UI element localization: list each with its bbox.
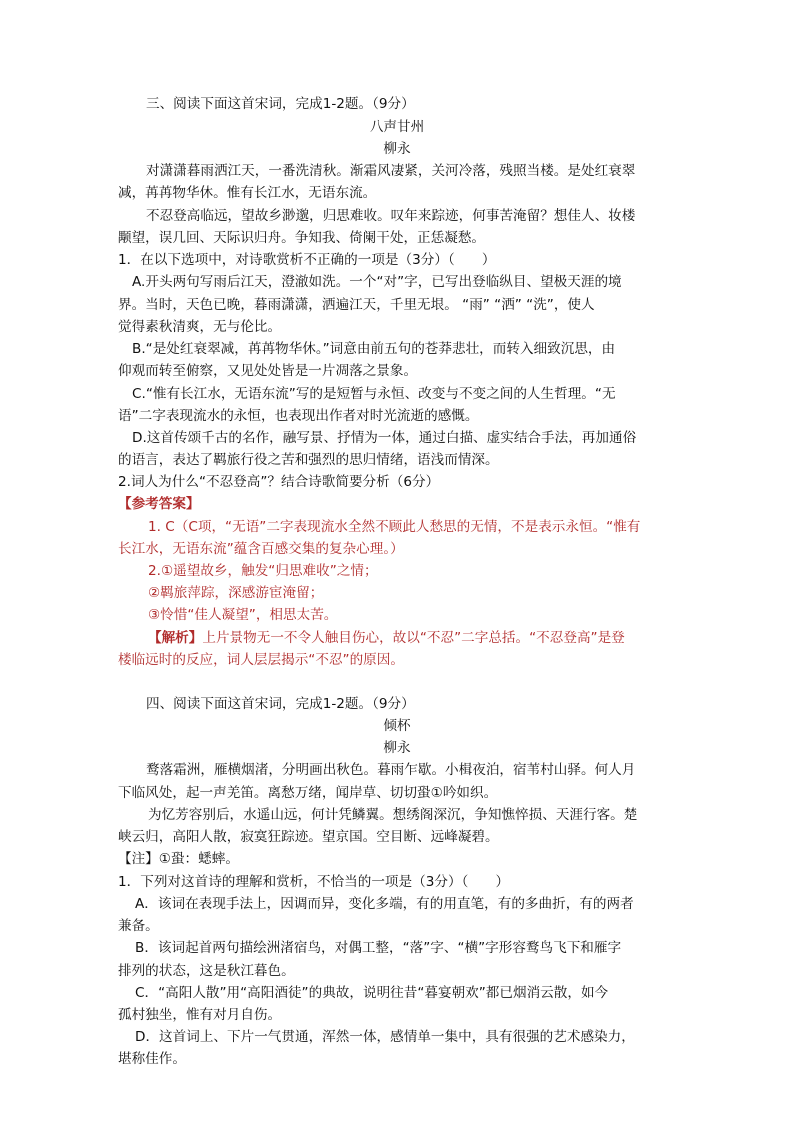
answer-2: 2.①遥望故乡，触发“归思难收”之情； — [148, 563, 378, 579]
analysis — [118, 628, 708, 649]
section4-poem-line: 峡云归，高阳人散，寂寞狂踪迹。望京国。空目断、远峰凝碧。 — [118, 829, 499, 845]
section4-poem-title: 倾杯 — [383, 718, 411, 734]
section3-question-2: 2.词人为什么“不忍登高”？结合诗歌简要分析（6分） — [118, 474, 440, 490]
section3-question-1: 1．在以下选项中，对诗歌赏析不正确的一项是（3分）（ ） — [118, 252, 496, 268]
section3-poem-line: 对潇潇暮雨洒江天，一番洗清秋。渐霜风凄紧，关河冷落，残照当楼。是处红衰翠 — [146, 163, 636, 179]
section4-option-d-cont: 堪称佳作。 — [118, 1051, 186, 1067]
section3-option-c-cont: 语”二字表现流水的永恒，也表现出作者对时光流逝的感慨。 — [118, 408, 479, 424]
answer-2-point: ②羁旅萍踪，深感游宦淹留； — [148, 585, 324, 601]
answer-1-cont: 长江水，无语东流”蕴含百感交集的复杂心理。） — [118, 541, 404, 557]
section3-option-b: B.“是处红衰翠减，苒苒物华休。”词意由前五句的苍莽悲壮，而转入细致沉思，由 — [132, 341, 616, 357]
section4-note: 【注】①蛩：蟋蟀。 — [118, 851, 239, 867]
section4-heading: 四、阅读下面这首宋词，完成1-2题。（9分） — [146, 696, 415, 712]
analysis-label: 【解析】 — [148, 630, 203, 646]
section4-poem-author: 柳永 — [383, 740, 411, 756]
section3-heading: 三、阅读下面这首宋词，完成1-2题。（9分） — [146, 96, 415, 112]
section4-poem-line: 鹜落霜洲，雁横烟渚，分明画出秋色。暮雨乍歇。小楫夜泊，宿苇村山驿。何人月 — [146, 762, 636, 778]
section4-option-a-cont: 兼备。 — [118, 918, 159, 934]
section3-option-d-cont: 的语言，表达了羁旅行役之苦和强烈的思归情绪，语浅而情深。 — [118, 452, 499, 468]
analysis-cont: 楼临远时的反应，词人层层揭示“不忍”的原因。 — [118, 652, 404, 668]
section4-option-c: C．“高阳人散”用“高阳酒徒”的典故，说明往昔“暮宴朝欢”都已烟消云散，如今 — [135, 985, 609, 1001]
section4-option-b: B．该词起首两句描绘洲渚宿鸟，对偶工整，“落”字、“横”字形容鹜鸟飞下和雁字 — [135, 940, 622, 956]
section4-poem-line: 下临风处，起一声羌笛。离愁万绪，闻岸草、切切蛩①吟如织。 — [118, 785, 498, 801]
section3-poem-line: 颙望，误几回、天际识归舟。争知我、倚阑干处，正恁凝愁。 — [118, 230, 486, 246]
answer-1: 1. C（C项，“无语”二字表现流水全然不顾此人愁思的无情，不是表示永恒。“惟有 — [148, 519, 641, 535]
section4-option-b-cont: 排列的状态，这是秋江暮色。 — [118, 963, 295, 979]
section4-option-a: A．该词在表现手法上，因调而异，变化多端，有的用直笔，有的多曲折，有的两者 — [135, 896, 634, 912]
section3-poem-author: 柳永 — [383, 141, 411, 157]
answer-label: 【参考答案】 — [118, 496, 200, 512]
section3-option-d: D.这首传颂千古的名作，融写景、抒情为一体，通过白描、虚实结合手法，再加通俗 — [132, 430, 637, 446]
analysis-text: 上片景物无一不令人触目伤心，故以“不忍”二字总括。“不忍登高”是登 — [202, 630, 625, 646]
section4-poem-line: 为忆芳容别后，水遥山远，何计凭鳞翼。想绣阁深沉，争知憔悴损、天涯行客。楚 — [148, 807, 638, 823]
section4-option-d: D．这首词上、下片一气贯通，浑然一体，感情单一集中，具有很强的艺术感染力， — [135, 1029, 635, 1045]
section3-option-a-cont: 界。当时，天色已晚，暮雨潇潇，洒遍江天，千里无垠。 “雨” “洒” “洗”，使人 — [118, 297, 595, 313]
section3-option-a: A.开头两句写雨后江天，澄澈如洗。一个“对”字，已写出登临纵目、望极天涯的境 — [132, 274, 622, 290]
section3-option-b-cont: 仰观而转至俯察，又见处处皆是一片凋落之景象。 — [118, 363, 418, 379]
section3-option-a-cont: 觉得素秋清爽，无与伦比。 — [118, 319, 282, 335]
section3-poem-line: 不忍登高临远，望故乡渺邈，归思难收。叹年来踪迹，何事苦淹留？想佳人、妆楼 — [146, 208, 636, 224]
section3-poem-title: 八声甘州 — [369, 119, 425, 135]
answer-2-point: ③怜惜“佳人凝望”，相思太苦。 — [148, 607, 338, 623]
section4-option-c-cont: 孤村独坐，惟有对月自伤。 — [118, 1007, 282, 1023]
section3-option-c: C.“惟有长江水，无语东流”写的是短暂与永恒、改变与不变之间的人生哲理。“无 — [132, 386, 616, 402]
section3-poem-line: 减，苒苒物华休。惟有长江水，无语东流。 — [118, 185, 377, 201]
section4-question-1: 1．下列对这首诗的理解和赏析，不恰当的一项是（3分）（ ） — [118, 874, 510, 890]
